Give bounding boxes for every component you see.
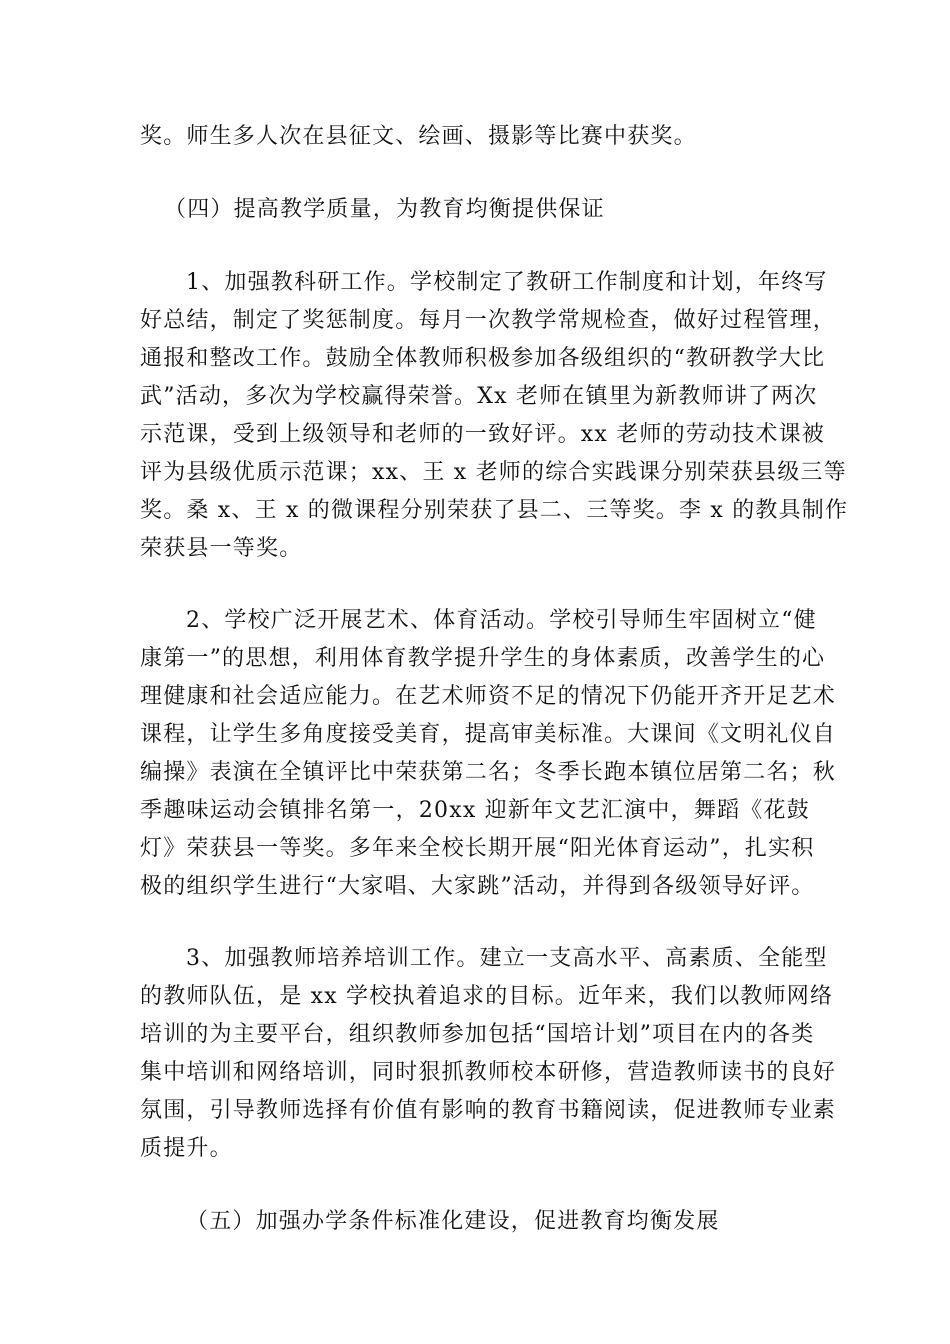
paragraph-line: 奖。桑 x、王 x 的微课程分别荣获了县二、三等奖。李 x 的教具制作: [140, 498, 849, 523]
paragraph-line: 理健康和社会适应能力。在艺术师资不足的情况下仍能开齐开足艺术: [140, 684, 837, 709]
paragraph-line: 2、学校广泛开展艺术、体育活动。学校引导师生牢固树立“健: [186, 608, 817, 633]
paragraph-line: 培训的为主要平台，组织教师参加包括“国培计划”项目在内的各类: [140, 1022, 815, 1047]
paragraph-line: 示范课，受到上级领导和老师的一致好评。xx 老师的劳动技术课被: [140, 422, 826, 447]
paragraph-line: 1、加强教科研工作。学校制定了教研工作制度和计划，年终写: [186, 270, 828, 295]
paragraph-line: 好总结，制定了奖惩制度。每月一次教学常规检查，做好过程管理，: [140, 308, 837, 333]
section-heading: （五）加强办学条件标准化建设，促进教育均衡发展: [186, 1209, 720, 1234]
paragraph-line: 课程，让学生多角度接受美育，提高审美标准。大课间《文明礼仪自: [140, 722, 837, 747]
paragraph-line: 质提升。: [140, 1136, 233, 1161]
paragraph-line: 极的组织学生进行“大家唱、大家跳”活动，并得到各级领导好评。: [140, 874, 815, 899]
paragraph-line: 集中培训和网络培训，同时狠抓教师校本研修，营造教师读书的良好: [140, 1060, 837, 1085]
paragraph-line: 季趣味运动会镇排名第一，20xx 迎新年文艺汇演中，舞蹈《花鼓: [140, 798, 810, 823]
paragraph-line: 奖。师生多人次在县征文、绘画、摄影等比赛中获奖。: [140, 124, 697, 149]
paragraph-line: 通报和整改工作。鼓励全体教师积极参加各级组织的“教研教学大比: [140, 346, 826, 371]
paragraph-line: 灯》荣获县一等奖。多年来全校长期开展“阳光体育运动”，扎实积: [140, 836, 815, 861]
paragraph-line: 武”活动，多次为学校赢得荣誉。Xx 老师在镇里为新教师讲了两次: [140, 384, 818, 409]
paragraph-line: 的教师队伍，是 xx 学校执着追求的目标。近年来，我们以教师网络: [140, 984, 834, 1009]
paragraph-line: 氛围，引导教师选择有价值有影响的教育书籍阅读，促进教师专业素: [140, 1098, 837, 1123]
section-heading: （四）提高教学质量，为教育均衡提供保证: [164, 197, 605, 222]
paragraph-line: 3、加强教师培养培训工作。建立一支高水平、高素质、全能型: [186, 946, 828, 971]
paragraph-line: 编操》表演在全镇评比中荣获第二名；冬季长跑本镇位居第二名；秋: [140, 760, 837, 785]
paragraph-line: 评为县级优质示范课；xx、王 x 老师的综合实践课分别荣获县级三等: [140, 460, 847, 485]
paragraph-line: 康第一”的思想，利用体育教学提升学生的身体素质，改善学生的心: [140, 646, 826, 671]
paragraph-line: 荣获县一等奖。: [140, 536, 303, 561]
